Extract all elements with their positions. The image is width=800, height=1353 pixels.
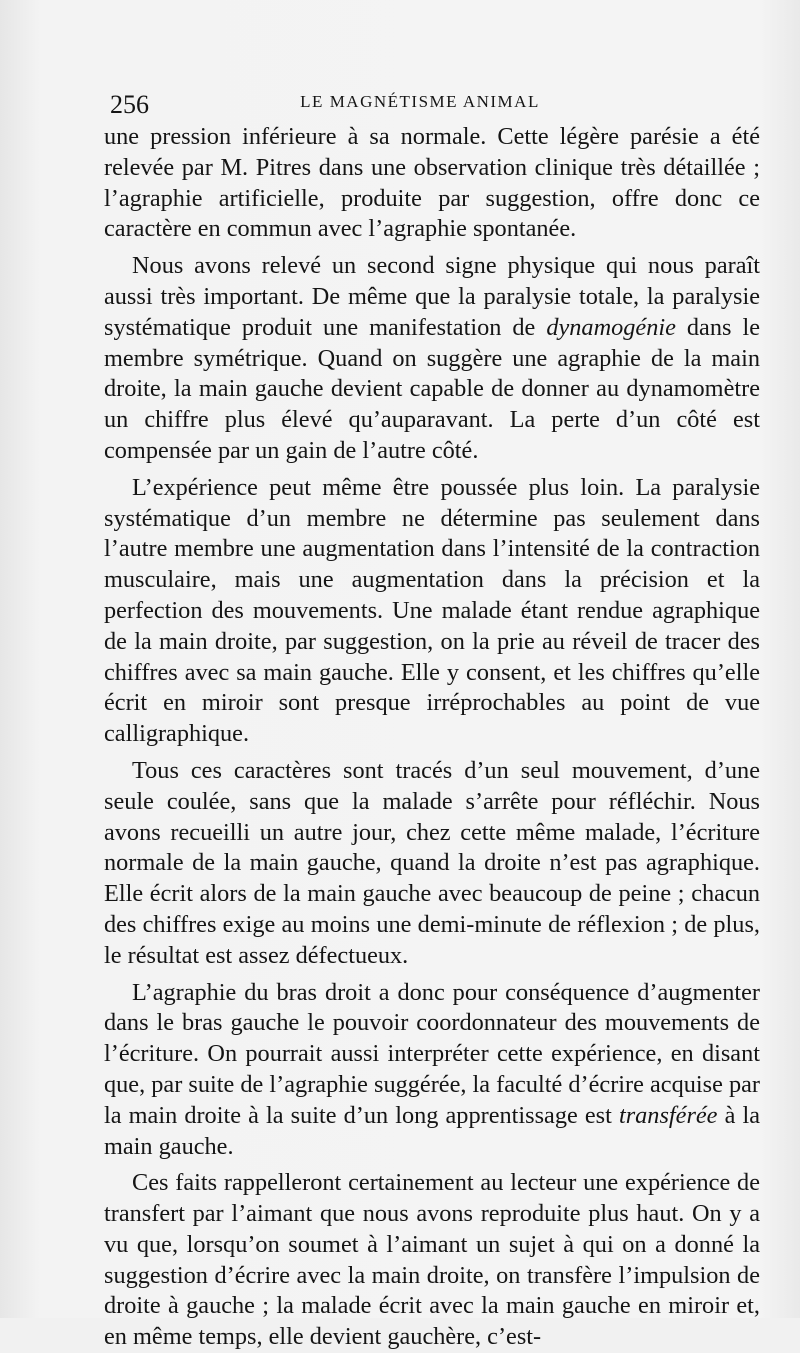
paragraph-2: Nous avons relevé un second signe physique qui nous paraît aussi très important. De même que la paralysie totale, la paralysie systématique produit une manifestation de dynamogénie dans le membre symétrique. Quand on suggère une agraphie de la main droite, la main gauche devient capable de donner au dynamomètre un chiffre plus élevé qu’auparavant. La perte d’un côté est compensée par un gain de l’autre côté. (104, 252, 760, 464)
page-number: 256 (110, 90, 149, 119)
paragraph-1: une pression inférieure à sa normale. Cette légère parésie a été relevée par M. Pitres dans une observation clinique très détaillée ; l’agraphie artificielle, produite par suggestion, offre donc ce caractère en commun avec l’agraphie spontanée. (104, 123, 760, 243)
page-body (104, 122, 760, 1353)
emphasis-dynamogenie: dynamogénie (546, 313, 676, 341)
paragraph-4: Tous ces caractères sont tracés d’un seul mouvement, d’une seule coulée, sans que la malade s’arrête pour réfléchir. Nous avons recueilli un autre jour, chez cette même malade, l’écriture normale de la main gauche, quand la droite n’est pas agraphique. Elle écrit alors de la main gauche avec beaucoup de peine ; chacun des chiffres exige au moins une demi-minute de réflexion ; de plus, le résultat est assez défectueux. (104, 756, 760, 969)
paragraph-5: L’agraphie du bras droit a donc pour conséquence d’augmenter dans le bras gauche le pouvoir coordonnateur des mouvements de l’écriture. On pourrait aussi interpréter cette expérience, en disant que, par suite de l’agraphie suggérée, la faculté d’écrire acquise par la main droite à la suite d’un long apprentissage est transférée à la main gauche. (104, 978, 761, 1160)
paragraph-3: L’expérience peut même être poussée plus loin. La paralysie systématique d’un membre ne détermine pas seulement dans l’autre membre une augmentation dans l’intensité de la contraction musculaire, mais une augmentation dans la précision et la perfection des mouvements. Une malade étant rendue agraphique de la main droite, par suggestion, on la prie au réveil de tracer des chiffres avec sa main gauche. Elle y consent, et les chiffres qu’elle écrit en miroir sont presque irréprochables au point de vue calligraphique. (104, 473, 760, 748)
running-title: LE MAGNÉTISME ANIMAL (300, 92, 540, 111)
running-head (110, 82, 760, 122)
paragraph-6: Ces faits rappelleront certainement au lecteur une expérience de transfert par l’aimant que nous avons reproduite plus haut. On y a vu que, lorsqu’on soumet à l’aimant un sujet à qui on a donné la suggestion d’écrire avec la main droite, on transfère l’impulsion de droite à gauche ; la malade écrit avec la main gauche en miroir et, en même temps, elle devient gauchère, c’est- (104, 1169, 760, 1351)
emphasis-transferee: transférée (618, 1101, 718, 1129)
